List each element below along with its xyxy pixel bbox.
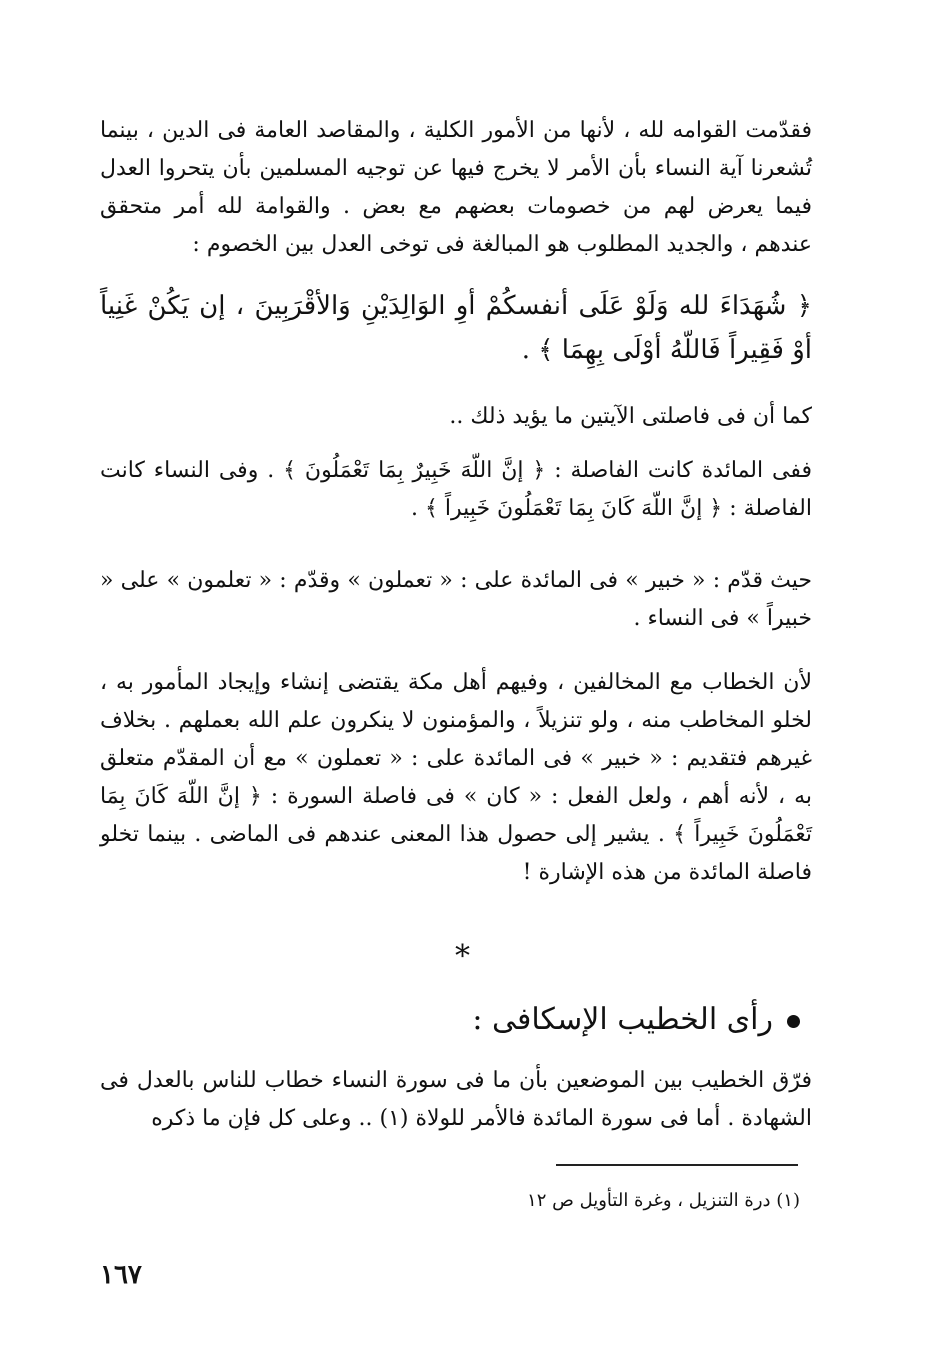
paragraph-5: لأن الخطاب مع المخالفين ، وفيهم أهل مكة يقتضى إنشاء وإيجاد المأمور به ، لخلو المخاطب منه ، ولو تنزيلاً ، والمؤمنون لا ينكرون علم الله بعملهم . بخلاف غيرهم فتقديم : « خبير » فى المائدة على : « تعملون » مع أن المقدّم متعلق به ، لأنه أهم ، ولعل الفعل : « كان » فى فاصلة السورة : ﴿ إنَّ اللّهَ كَانَ بِمَا تَعْمَلُونَ خَبِيراً ﴾ . يشير إلى حصول هذا المعنى عندهم فى الماضى . بينما تخلو فاصلة المائدة من هذه الإشارة ! — [100, 670, 812, 885]
footnote: (١) درة التنزيل ، وغرة التأويل ص ١٢ — [527, 1190, 800, 1211]
section-separator: * — [455, 939, 470, 974]
page-number: ١٦٧ — [100, 1260, 142, 1290]
quran-verse-1: ﴿ شُهَدَاءَ لله وَلَوْ عَلَى أنفسكُمْ أوِ الوَالِدَيْنِ وَالأقْرَبِينَ ، إن يَكُنْ غَنِياً أوْ فَقِيراً فَاللّهُ أوْلَى بِهِمَا ﴾ . — [100, 291, 812, 365]
section-heading — [100, 998, 800, 1042]
paragraph-4: حيث قدّم : « خبير » فى المائدة على : « تعملون » وقدّم : « تعلمون » على « خبيراً » فى النساء . — [100, 568, 812, 631]
footnote-divider — [556, 1164, 798, 1166]
paragraph-2: كما أن فى فاصلتى الآيتين ما يؤيد ذلك .. — [449, 404, 812, 429]
paragraph-1: فقدّمت القوامه لله ، لأنها من الأمور الكلية ، والمقاصد العامة فى الدين ، بينما تُشعرنا آية النساء بأن الأمر لا يخرج فيها عن توجيه المسلمين بأن يتحروا العدل فيما يعرض لهم من خصومات بعضهم مع بعض . والقوامة لله أمر متحقق عندهم ، والجديد المطلوب هو المبالغة فى توخى العدل بين الخصوم : — [100, 118, 812, 257]
heading-text: رأى الخطيب الإسكافى : — [472, 1002, 773, 1037]
paragraph-3: ففى المائدة كانت الفاصلة : ﴿ إنَّ اللّهَ خَبِيرٌ بِمَا تَعْمَلُونَ ﴾ . وفى النساء كانت الفاصلة : ﴿ إنَّ اللّهَ كَانَ بِمَا تَعْمَلُونَ خَبِيراً ﴾ . — [100, 458, 812, 521]
bullet-icon — [787, 1015, 800, 1028]
paragraph-6: فرّق الخطيب بين الموضعين بأن ما فى سورة النساء خطاب للناس بالعدل فى الشهادة . أما فى سورة المائدة فالأمر للولاة (١) .. وعلى كل فإن ما ذكره — [100, 1068, 812, 1131]
